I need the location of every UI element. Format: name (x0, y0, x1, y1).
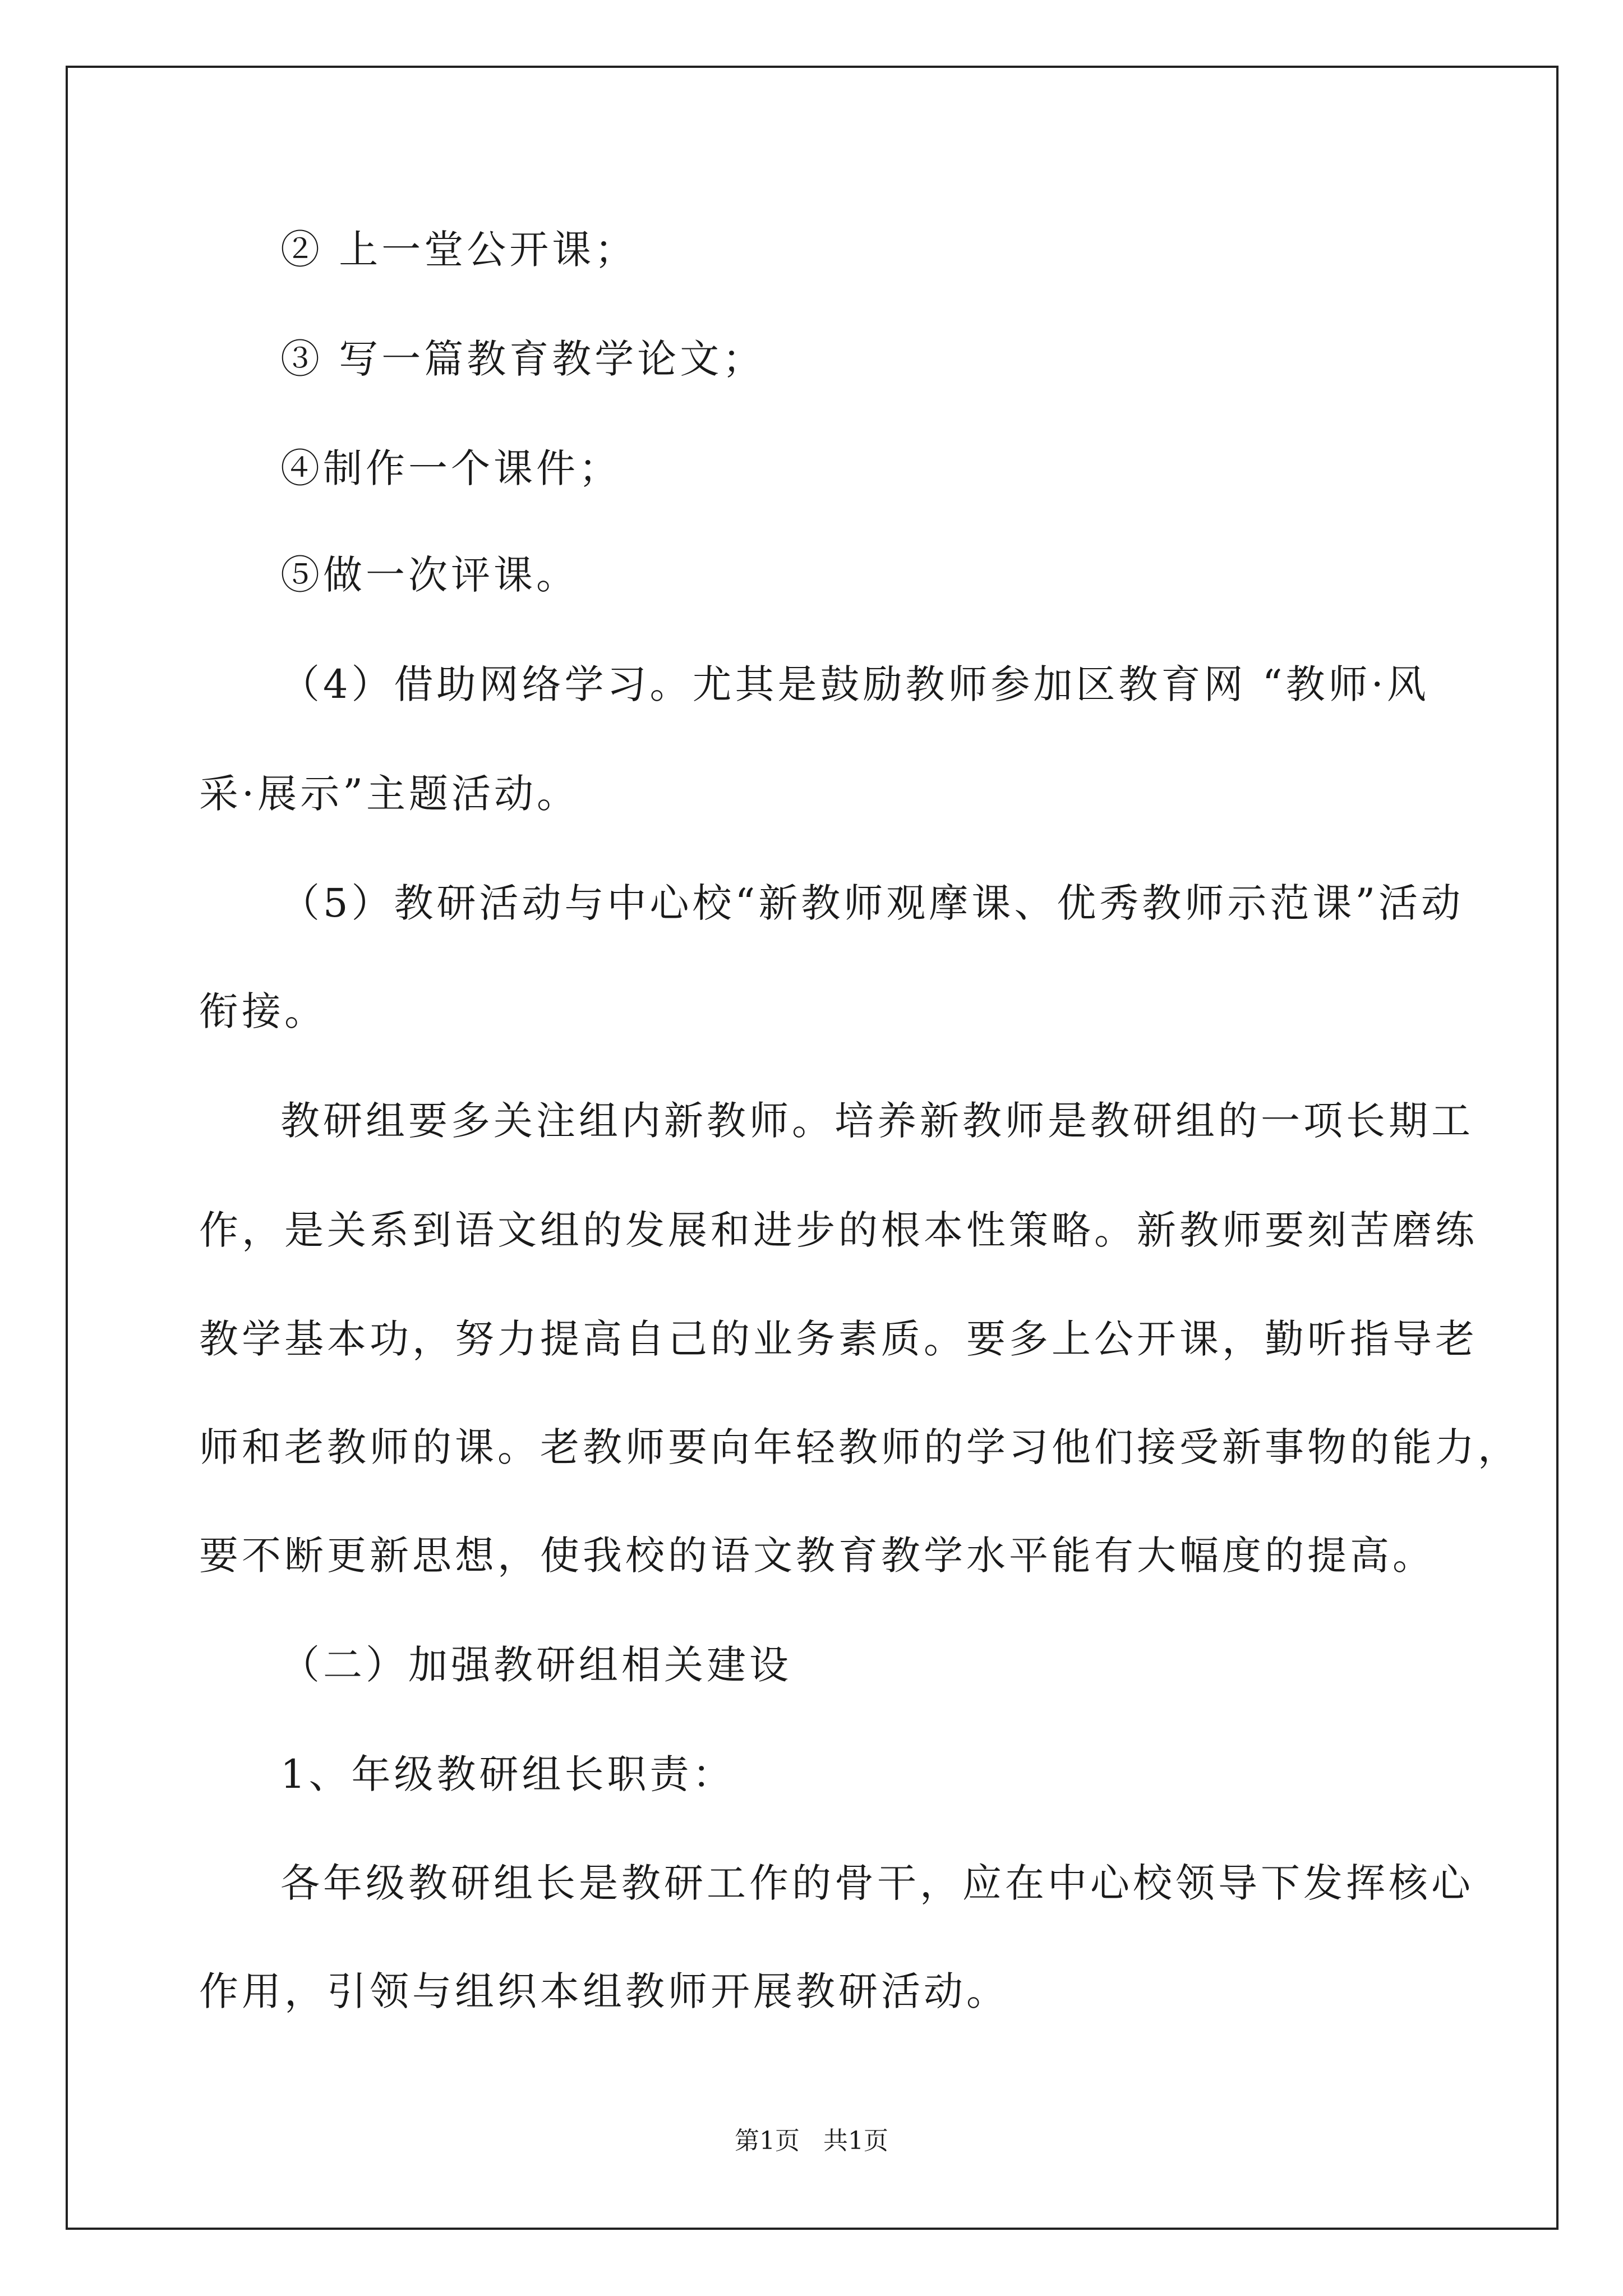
subsection-heading: 1、年级教研组长职责： (280, 1751, 735, 1797)
paragraph-new-teachers-line-2: 作，是关系到语文组的发展和进步的根本性策略。新教师要刻苦磨练 (199, 1207, 1478, 1253)
paragraph-new-teachers-line-3: 教学基本功，努力提高自己的业务素质。要多上公开课，勤听指导老 (199, 1316, 1478, 1362)
page-number-footer: 第1页 共1页 (735, 2127, 888, 2155)
list-item-2: ② 上一堂公开课； (280, 227, 638, 273)
section-heading: （二）加强教研组相关建设 (280, 1642, 792, 1688)
paragraph-new-teachers-line-4: 师和老教师的课。老教师要向年轻教师的学习他们接受新事物的能力， (199, 1424, 1520, 1470)
paragraph-new-teachers-line-1: 教研组要多关注组内新教师。培养新教师是教研组的一项长期工 (280, 1098, 1474, 1144)
paragraph-new-teachers-line-5: 要不断更新思想，使我校的语文教育教学水平能有大幅度的提高。 (199, 1533, 1435, 1579)
list-item-4: ④制作一个课件； (280, 445, 621, 491)
list-item-3: ③ 写一篇教育教学论文； (280, 336, 766, 382)
list-item-5: ⑤做一次评课。 (280, 552, 579, 598)
paragraph-4-line-2: 采·展示”主题活动。 (199, 771, 580, 817)
paragraph-5-line-1: （5）教研活动与中心校“新教师观摩课、优秀教师示范课”活动 (280, 880, 1464, 926)
paragraph-4-line-1: （4）借助网络学习。尤其是鼓励教师参加区教育网 “教师·风 (280, 661, 1430, 707)
paragraph-5-line-2: 衔接。 (199, 988, 327, 1034)
paragraph-leaders-line-1: 各年级教研组长是教研工作的骨干，应在中心校领导下发挥核心 (280, 1860, 1474, 1906)
paragraph-leaders-line-2: 作用，引领与组织本组教师开展教研活动。 (199, 1968, 1009, 2014)
